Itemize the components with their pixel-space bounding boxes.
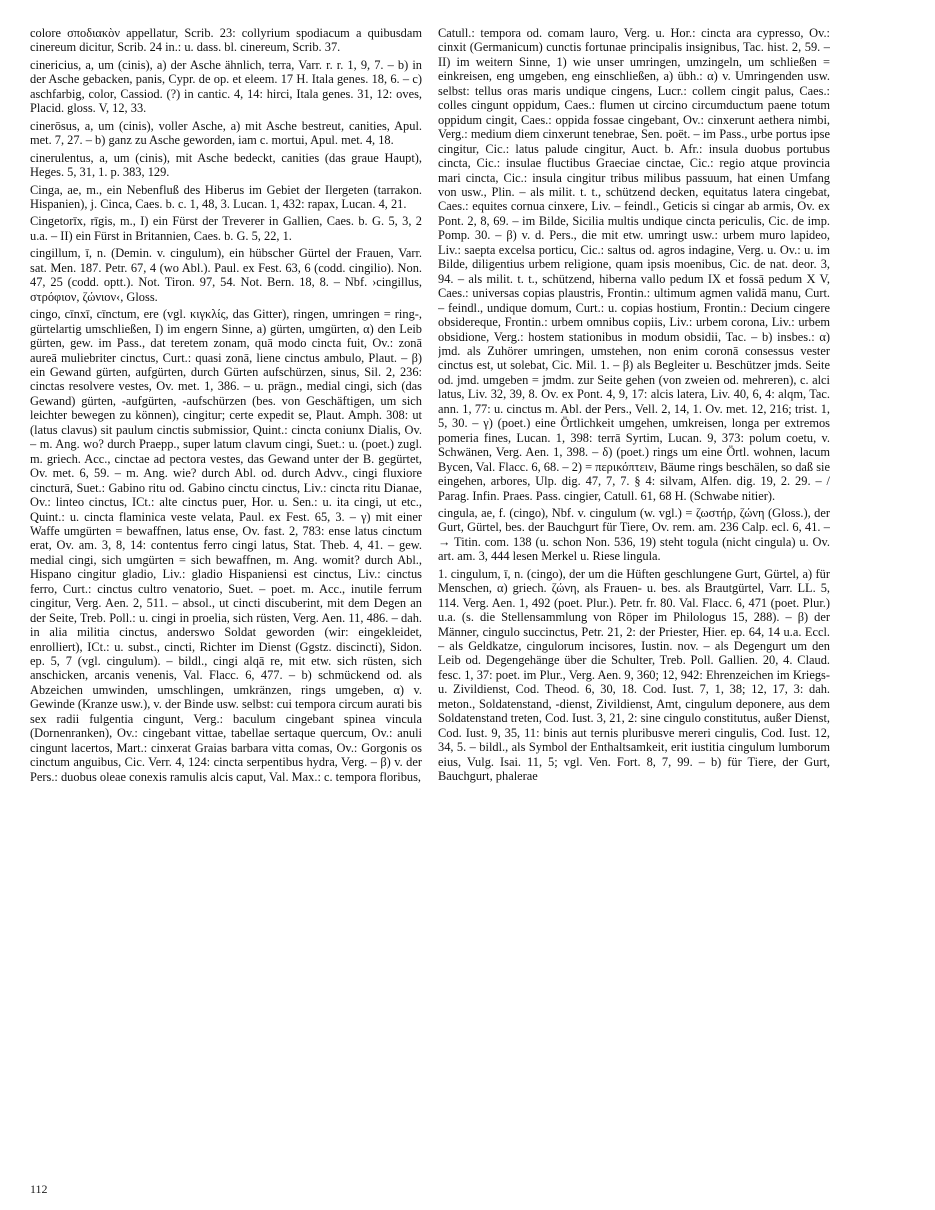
entry-text: 1. cingulum, ī, n. (cingo), der um die Hüften geschlungene Gurt, Gürtel, a) für Menschen, α) griech. ζώνη, als Frauen- u. bes. als Brautgürtel, Varr. LL. 5, 114. Verg. Aen. 1, 492 (poet. Plur.). Petr. fr. 80. Val. Flacc. 6, 471 (poet. Plur.) u.a. (s. die Stellensammlung von Röper im Philologus 15, 288). – β) der Männer, cingulo succinctus, Petr. 21, 2: der Priester, Hier. ep. 64, 14 u.a. Eccl. – als Geldkatze, cingulorum incisores, Iustin. nov. – als Degengurt um den Leib od. Degengehänge über die Schulter, Treb. Poll. Gallien. 20, 4. Claud. fesc. 1, 37: poet. im Plur., Verg. Aen. 9, 360; 12, 942: Ehrenzeichen im Kriegs- u. Zivildienst, Cod. Theod. 6, 30, 18. Cod. Iust. 7, 1, 38; 12, 17, 3: dah. meton., Soldatenstand, -dienst, Zivildienst, Amt, cingulum deponere, aus dem Soldatenstand treten, Cod. Iust. 3, 21, 2: sine cingulo constitutus, außer Dienst, Cod. Iust. 9, 35, 11: binis aut ternis pluribusve mereri cingulis, Cod. Iust. 12, 34, 5. – bildl., als Symbol der Enthaltsamkeit, erit iustitia cingulum lumborum eius, Vulg. Isai. 11, 5; vgl. Ven. Fort. 8, 7, 99. – b) für Tiere, der Gurt, Bauchgurt, phalerae [438, 566, 830, 784]
entry-cingo-continued [438, 26, 830, 503]
entry-cingetorix [30, 214, 422, 243]
entry-text: cingula, ae, f. (cingo), Nbf. v. cingulum (w. vgl.) = ζωστήρ, ζώνη (Gloss.), der Gurt, Gürtel, bes. der Bauchgurt für Tiere, Ov. rem. am. 236 Calp. ecl. 6, 41. – → Titin. com. 138 (u. schon Non. 536, 19) steht togula (nicht cingula) u. Ov. art. am. 3, 444 lesen Merkel u. Riese lingula. [438, 505, 830, 564]
entry-cingulum [438, 567, 830, 784]
entry-cinerosus [30, 119, 422, 148]
entry-cingula [438, 506, 830, 564]
entry-paragraph [30, 26, 422, 55]
entry-cingo [30, 307, 422, 784]
page-number: 112 [30, 1182, 48, 1196]
entry-cingillum [30, 246, 422, 304]
entry-text: cinerōsus, a, um (cinis), voller Asche, a) mit Asche bestreut, canities, Apul. met. 7, 27. – b) ganz zu Asche geworden, iam c. mortui, Apul. met. 4, 18. [30, 118, 422, 148]
entry-cinerulentus [30, 151, 422, 180]
entry-text: cingillum, ī, n. (Demin. v. cingulum), ein hübscher Gürtel der Frauen, Varr. sat. Men. 187. Petr. 67, 4 (wo Abl.). Paul. ex Fest. 63, 6 (codd. cingilio). Non. 47, 25 (codd. optt.). Not. Tiron. 97, 54. Not. Bern. 18, 8. – Nbf. ›cingillus, στρόφιον, ζώνιον‹, Gloss. [30, 246, 422, 304]
entry-text: Cingetorīx, rīgis, m., I) ein Fürst der Treverer in Gallien, Caes. b. G. 5, 3, 2 u.a. – II) ein Fürst in Britannien, Caes. b. G. 5, 22, 1. [30, 214, 422, 243]
entry-text: cinericius, a, um (cinis), a) der Asche ähnlich, terra, Varr. r. r. 1, 9, 7. – b) in der Asche gebacken, panis, Cypr. de op. et eleem. 17 H. Itala genes. 18, 6. – c) aschfarbig, color, Cassiod. (?) in cantic. 4, 14: hirci, Itala genes. 31, 12: oves, Placid. gloss. V, 12, 33. [30, 57, 422, 116]
entry-text: cingo, cīnxī, cīnctum, ere (vgl. κιγκλίς, das Gitter), ringen, umringen = ring-, gürtelartig umschließen, I) im engern Sinne, a) gürten, umgürten, α) den Leib gürten, gew. im Pass., dat teretem zonam, quā modo cincta fuit, Ov.: zonā aureā muliebriter cinctus, Curt.: quasi zonā, liene cinctus ambulo, Plaut. – β) ein Gewand gürten, aufgürten, durch Gürten aufschürzen, sinus, Sil. 2, 236: cinctas resolvere vestes, Ov. met. 1, 386. – u. prägn., medial cingi, sich (das Gewand) gürten, -aufgürten, -aufschürzen (bes. von Geschäftigen, um sich leichter bewegen zu können), cingitur; certe expedit se, Plaut. Amph. 308: ut (latus clavus) sit paulum cinctis submissior, Quint.: cincta coniunx Dialis, Ov. – m. Ang. wo? durch Praepp., super latum clavum cingi, Suet.: u. (poet.) zugl. m. griech. Acc., cinctae ad pectora vestes, das Gewand unter der B. gegürtet, Ov. met. 6, 59. – m. Ang. wie? durch Abl. od. durch Advv., cingi fluxiore cincturā, Suet.: Gabino ritu od. Gabino cinctu cinctus, Liv.: cincta ritu Dianae, Ov.: linteo cinctus, ICt.: alte cinctus puer, Hor. u. Sen.: u. ita cingi, ut etc., Quint.: u. cincta flaminica veste velata, Paul. ex Fest. 65, 3. – γ) mit einer Waffe umgürten = bewaffnen, latus ense, Ov. fast. 2, 783: ense latus cinctum erat, Ov. am. 3, 8, 14: contentus ferro cingi latus, Stat. Theb. 4, 41. – gew. medial cingi, sich umgürten = sich bewaffnen, m. Ang. womit? durch Abl., Hispano cingitur gladio, Liv.: gladio Hispaniensi est cinctus, Liv.: cinctus ferro, Curt.: cinctus cultro venatorio, Suet. – poet. m. Acc., inutile ferrum cingitur, Verg. Aen. 2, 511. – absol., ut cincti discuberint, mit dem Degen an der Seite, Treb. Poll.: u. cingi in proelia, sich rüsten, Verg. Aen. 11, 486. – dah. in alia militia cinctus, anderswo Soldat geworden (wir: eingekleidet, enrolliert), ICt.: u. subst., cincti, Richter im Dienst (Ggstz. discincti), Sidon. ep. 5, 7 (vgl. cingulum). – bildl., cingi alqā re, mit etw. sich rüsten, sich anschicken, arcanis venenis, Val. Flacc. 6, 477. – b) schmückend od. als Abzeichen umwinden, umschlingen, umkränzen, rings umgeben, α) v. Gewinde (Kranze usw.), v. der Binde usw. selbst: cui tempora circum aurati bis sex radii fulgentia cingunt, Verg.: baculum cingebant spinea vincula (Dornenranken), Ov.: cingebant vittae, tabellae sertaque quercum, Ov.: anuli cingunt lacertos, Mart.: cinxerat Graias barbara vitta comas, Ov.: Gorgonis os cinctum anguibus, Cic. Verr. 4, 124: cincta serpentibus hydra, Verg. – β) v. der Pers.: duobus oleae conexis ramulis alcis caput, Val. Max.: c. tempora floribus, [30, 307, 422, 784]
entry-text: Catull.: tempora od. comam lauro, Verg. u. Hor.: cincta ara cypresso, Ov.: cinxit (Germanicum) cunctis fortunae principalis insignibus, Tac. hist. 2, 59. – II) im weitern Sinne, 1) wie unser umringen, umzingeln, um schließen = einkreisen, eng umgeben, eng einschließen, a) übh.: α) v. Umringenden usw. selbst: tellus oras maris undique cingens, Lucr.: collem cingit palus, Caes.: colles cingunt oppidum, Caes.: flumen ut circino circumductum paene totum oppidum cingit, Caes.: oppida fossae cingebant, Ov.: cinxerunt aethera nimbi, Verg.: medium diem cinxerunt tenebrae, Sen. poët. – im Pass., urbe portus ipse cingitur, Cic.: latus palude cingitur, Auct. b. Afr.: insula duobus portubus cincta, Cic.: insulae fluctibus Graeciae cinctae, Cic.: regio atque provincia mari cincta, Cic.: insula cingitur tribus milibus passuum, hat einen Umfang von usw., Plin. – als milit. t. t., schützend decken, equitatus latera cingebat, Caes.: equites cornua cinxere, Liv. – feindl., Geticis si cingar ab armis, Ov. ex Pont. 2, 8, 69. – im Bilde, Sicilia multis undique cincta periculis, Cic. de imp. Pomp. 30. – β) v. d. Pers., die mit etw. umringt usw.: urbem muro lapideo, Liv.: saepta excelsa porticu, Cic.: saltus od. agros indagine, Verg. u. Ov.: u. im Bilde, diligentius urbem religione, quam ipsis moenibus, Cic. de nat. deor. 3, 94. – als milit. t. t., schützend, hiberna vallo pedum IX et fossā pedum X V, Caes.: universas copias plaustris, Frontin.: ultimum agmen validā manu, Curt. – feindl., undique domum, Curt.: u. copias hostium, Frontin.: Decium cingere obsidereque, Frontin.: urbem omnibus copiis, Liv.: urbem corona, Liv.: urbem obsidione, Verg.: hostem stationibus in modum obsidii, Tac. – b) insbes.: α) jmd. als Zuhörer umringen, umstehen, non enim coronā consessus vester cinctus est, ut solebat, Cic. Mil. 1. – β) als Begleiter u. Beschützer jmds. Seite od. jmd. umgeben = jmdm. zur Seite gehen (von zweien od. mehreren), c. alci latus, Liv. 32, 39, 8. Ov. ex Pont. 4, 9, 17: alcis latera, Liv. 40, 6, 4: alqm, Tac. ann. 1, 77: u. cinctus m. Abl. der Pers., Vell. 2, 14, 1. Ov. met. 12, 216; trist. 1, 5, 30. – γ) (poet.) eine Örtlichkeit umgehen, umkreisen, longa per extremos pomeria fines, Lucan. 1, 398: terrā Syrtim, Lucan. 9, 373: polum coetu, v. Schwänen, Verg. Aen. 1, 398. – δ) (poet.) rings um eine Örtl. wohnen, lacum Bycen, Val. Flacc. 6, 68. – 2) = περικόπτειν, Bäume rings beschälen, so daß sie eingehen, arbores, Ulp. dig. 47, 7, 7. § 4: silvam, Alfen. dig. 19, 2. 29. – / Parag. Infin. Praes. Pass. cingier, Catull. 61, 68 H. (Schwabe nitier). [438, 26, 830, 503]
entry-cinga [30, 183, 422, 212]
left-column [30, 26, 422, 1176]
entry-text: colore σποδιακὸν appellatur, Scrib. 23: collyrium spodiacum a quibusdam cinereum dicitur, Scrib. 24 in.: u. dass. bl. cinereum, Scrib. 37. [30, 26, 422, 55]
entry-cinericius [30, 58, 422, 116]
entry-text: Cinga, ae, m., ein Nebenfluß des Hiberus im Gebiet der Ilergeten (tarrakon. Hispanien), j. Cinca, Caes. b. c. 1, 48, 3. Lucan. 1, 432: rapax, Lucan. 4, 21. [30, 182, 422, 211]
right-column [438, 26, 830, 1176]
entry-text: cinerulentus, a, um (cinis), mit Asche bedeckt, canities (das graue Haupt), Heges. 5, 31, 1. p. 383, 129. [30, 150, 422, 180]
